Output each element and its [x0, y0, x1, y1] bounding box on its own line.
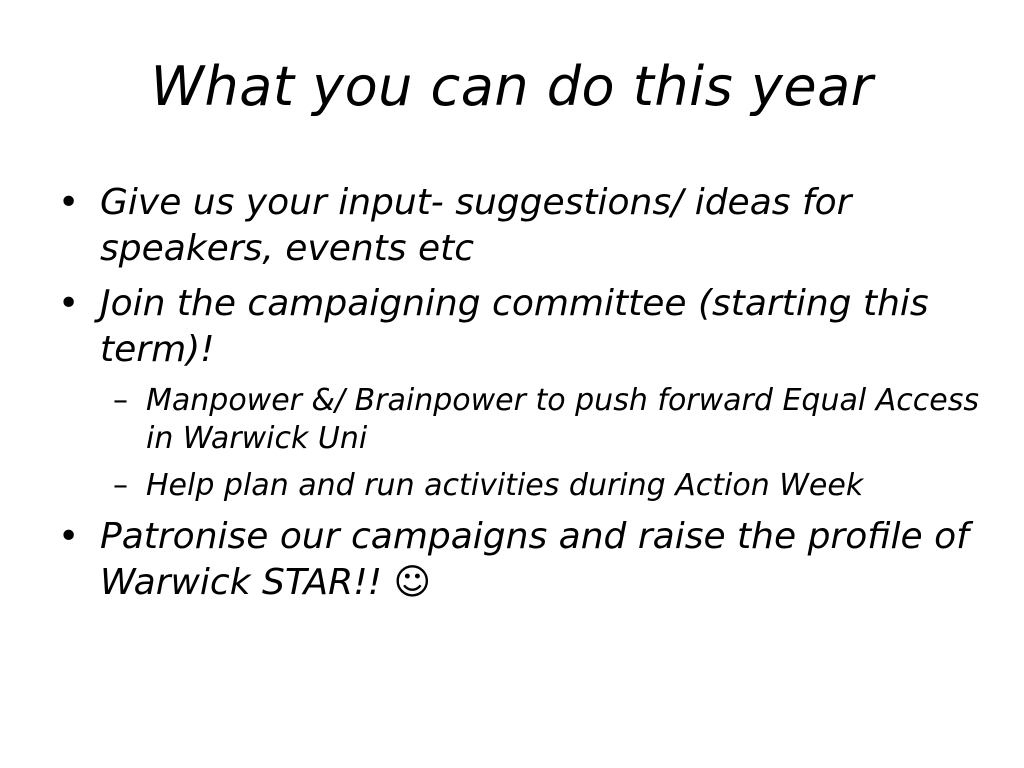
sub-bullet-text: Manpower &/ Brainpower to push forward Equal Access in Warwick Uni: [146, 383, 979, 456]
sub-bullet-marker: –: [113, 383, 128, 418]
bullet-marker: •: [58, 182, 80, 223]
bullet-item: [58, 281, 988, 373]
bullet-marker: •: [58, 283, 80, 324]
bullet-text: Give us your input- suggestions/ ideas for speakers, events etc: [100, 182, 852, 269]
sub-bullet-item: [58, 467, 988, 505]
bullet-marker: •: [58, 516, 80, 557]
bullet-text: Join the campaigning committee (starting this term)!: [100, 283, 929, 370]
bullet-item: [58, 180, 988, 272]
bullet-text: Patronise our campaigns and raise the profile of Warwick STAR!! ☺: [100, 516, 969, 603]
bullet-item: [58, 514, 988, 606]
sub-bullet-item: [58, 382, 988, 458]
slide-body: [58, 180, 988, 615]
slide-title: What you can do this year: [150, 55, 874, 118]
sub-bullet-marker: –: [113, 468, 128, 503]
sub-bullet-text: Help plan and run activities during Action Week: [146, 468, 864, 503]
